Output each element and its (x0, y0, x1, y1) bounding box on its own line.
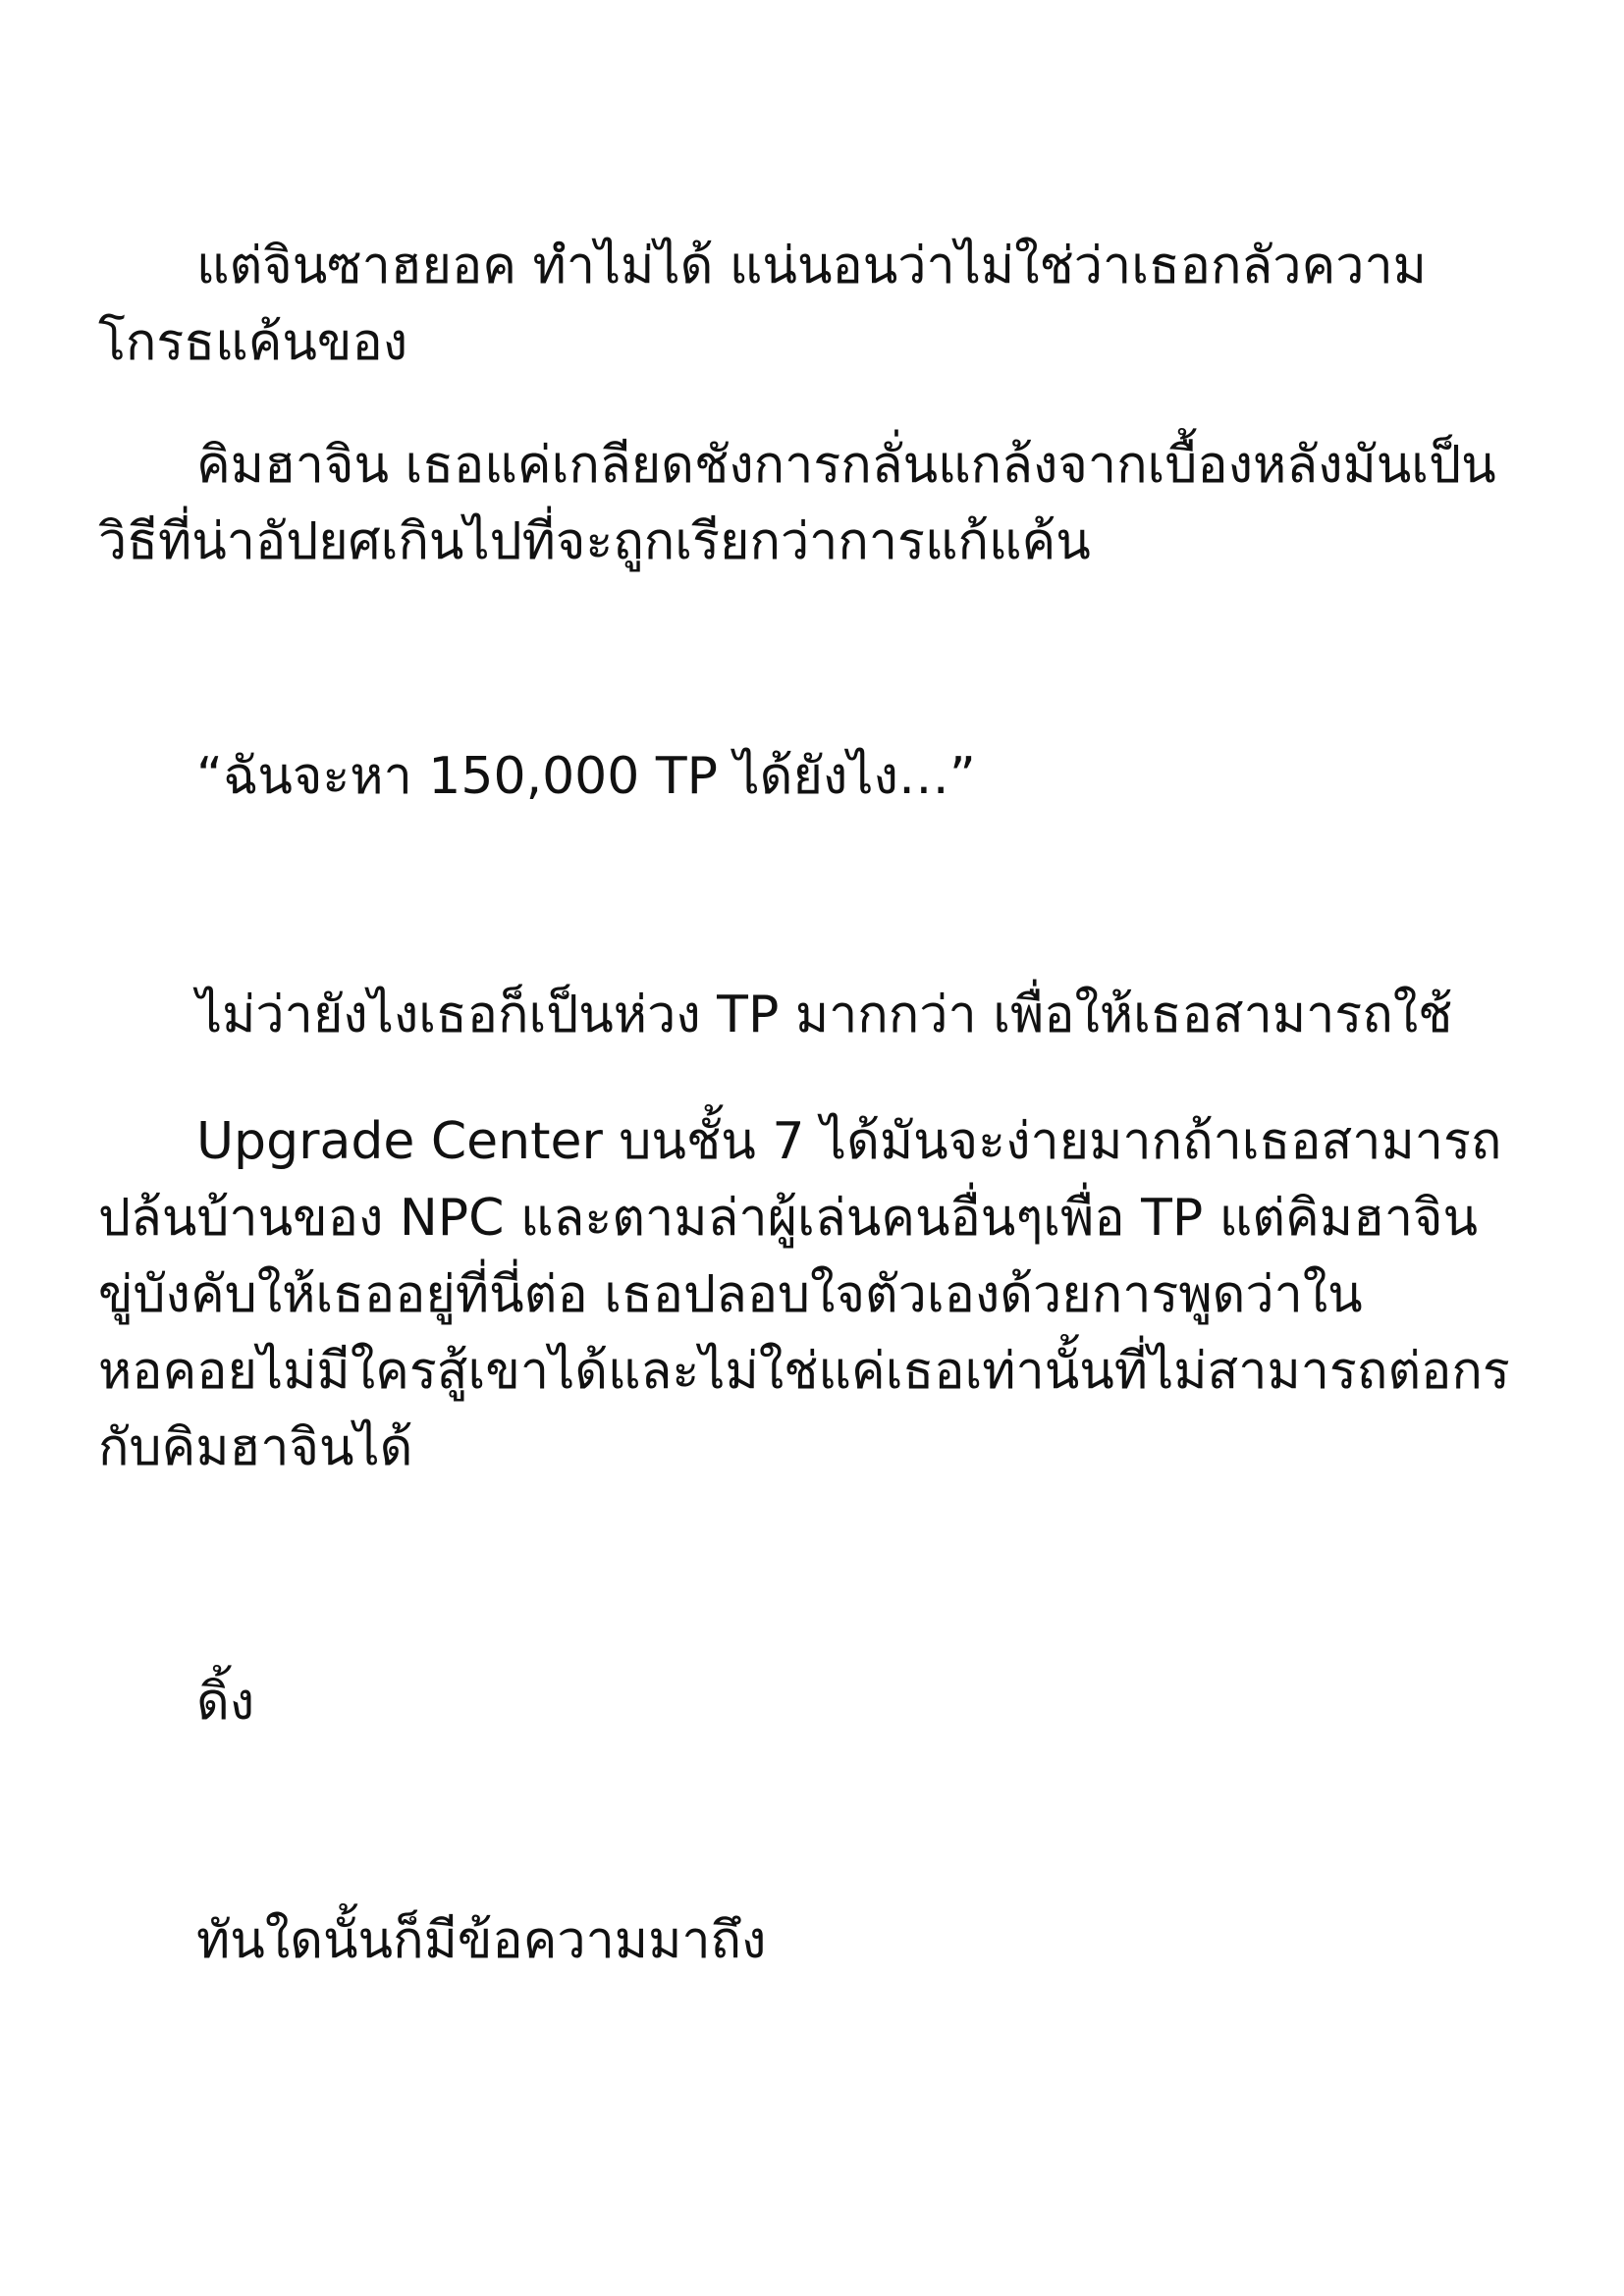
paragraph-line: ไม่ว่ายังไงเธอก็เป็นห่วง TP มากกว่า เพื่อให้เธอสามารถใช้ (196, 986, 1453, 1044)
paragraph-line: “ฉันจะหา 150,000 TP ได้ยังไง…” (196, 747, 976, 806)
paragraph-1 (98, 228, 1532, 381)
paragraph-7 (98, 1902, 1532, 1979)
paragraph-2 (98, 427, 1532, 580)
paragraph-4 (98, 977, 1532, 1053)
paragraph-line: ขู่บังคับให้เธออยู่ที่นี่ต่อ เธอปลอบใจตัวเองด้วยการพูดว่าใน (98, 1265, 1363, 1324)
paragraph-line: Upgrade Center บนชั้น 7 ได้มันจะง่ายมากถ้าเธอสามารถ (196, 1112, 1502, 1171)
sound-effect-line (98, 1664, 1532, 1740)
paragraph-line: ทันใดนั้นก็มีข้อความมาถึง (196, 1911, 767, 1970)
paragraph-line: แต่จินซาฮยอค ทำไม่ได้ แน่นอนว่าไม่ใช่ว่าเธอกลัวความ (196, 237, 1427, 295)
paragraph-line: คิมฮาจิน เธอแค่เกลียดชังการกลั่นแกล้งจากเบื้องหลังมันเป็น (196, 436, 1496, 495)
paragraph-line: หอคอยไม่มีใครสู้เขาได้และไม่ใช่แค่เธอเท่านั้นที่ไม่สามารถต่อกร (98, 1342, 1510, 1401)
paragraph-5 (98, 1103, 1532, 1486)
paragraph-line: วิธีที่น่าอัปยศเกินไปที่จะถูกเรียกว่าการแก้แค้น (98, 512, 1091, 571)
paragraph-line: โกรธแค้นของ (98, 313, 408, 372)
paragraph-line: กับคิมฮาจินได้ (98, 1418, 413, 1477)
paragraph-line: ดิ้ง (196, 1673, 255, 1732)
dialogue-line (98, 738, 1532, 815)
paragraph-line: ปล้นบ้านของ NPC และตามล่าผู้เล่นคนอื่นๆเพื่อ TP แต่คิมฮาจิน (98, 1189, 1479, 1248)
